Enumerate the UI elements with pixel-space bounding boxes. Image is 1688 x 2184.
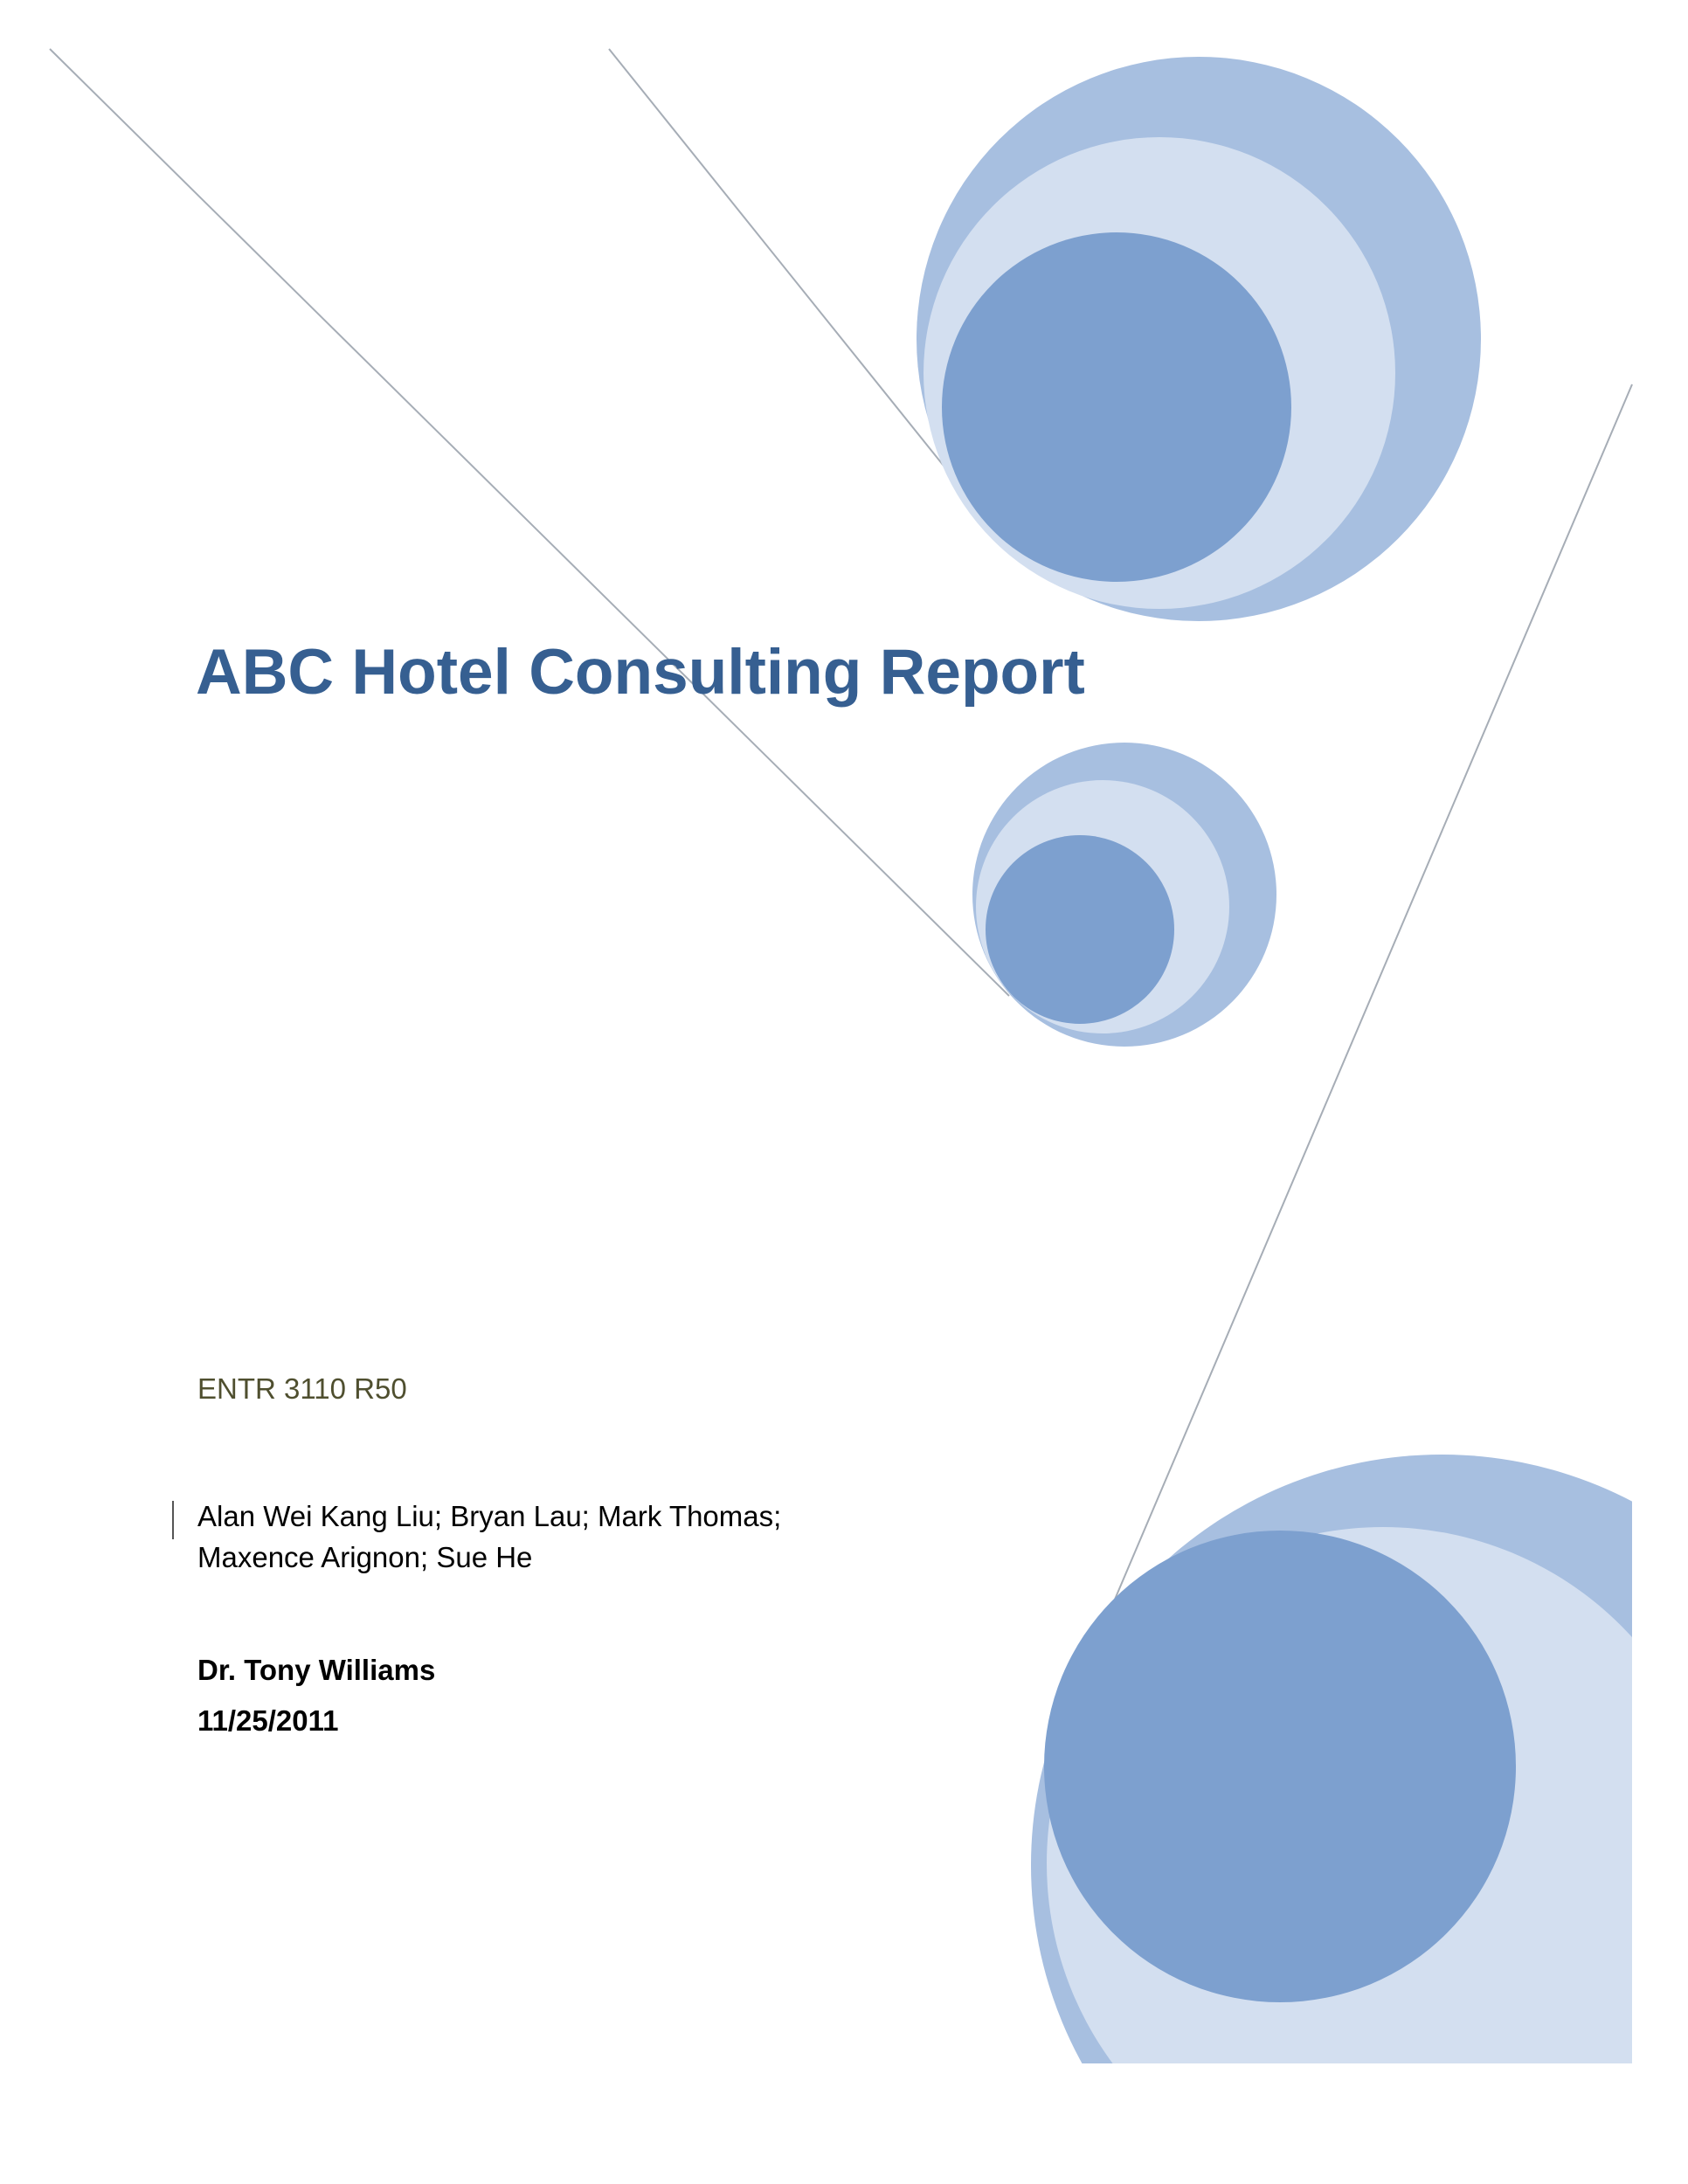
decorative-line-middle xyxy=(609,49,968,496)
circle-cluster-middle xyxy=(972,743,1276,1047)
instructor-name: Dr. Tony Williams xyxy=(197,1654,436,1686)
report-date: 11/25/2011 xyxy=(197,1704,339,1737)
course-code: ENTR 3110 R50 xyxy=(197,1372,407,1405)
author-list xyxy=(197,1496,781,1578)
decorative-line-left xyxy=(50,49,1009,996)
report-title: ABC Hotel Consulting Report xyxy=(196,637,1085,708)
author-line-1: Alan Wei Kang Liu; Bryan Lau; Mark Thomas; xyxy=(197,1500,782,1532)
author-line-2: Maxence Arignon; Sue He xyxy=(197,1541,533,1573)
circle-cluster-top xyxy=(917,57,1481,621)
authors-margin-bar xyxy=(172,1501,174,1539)
